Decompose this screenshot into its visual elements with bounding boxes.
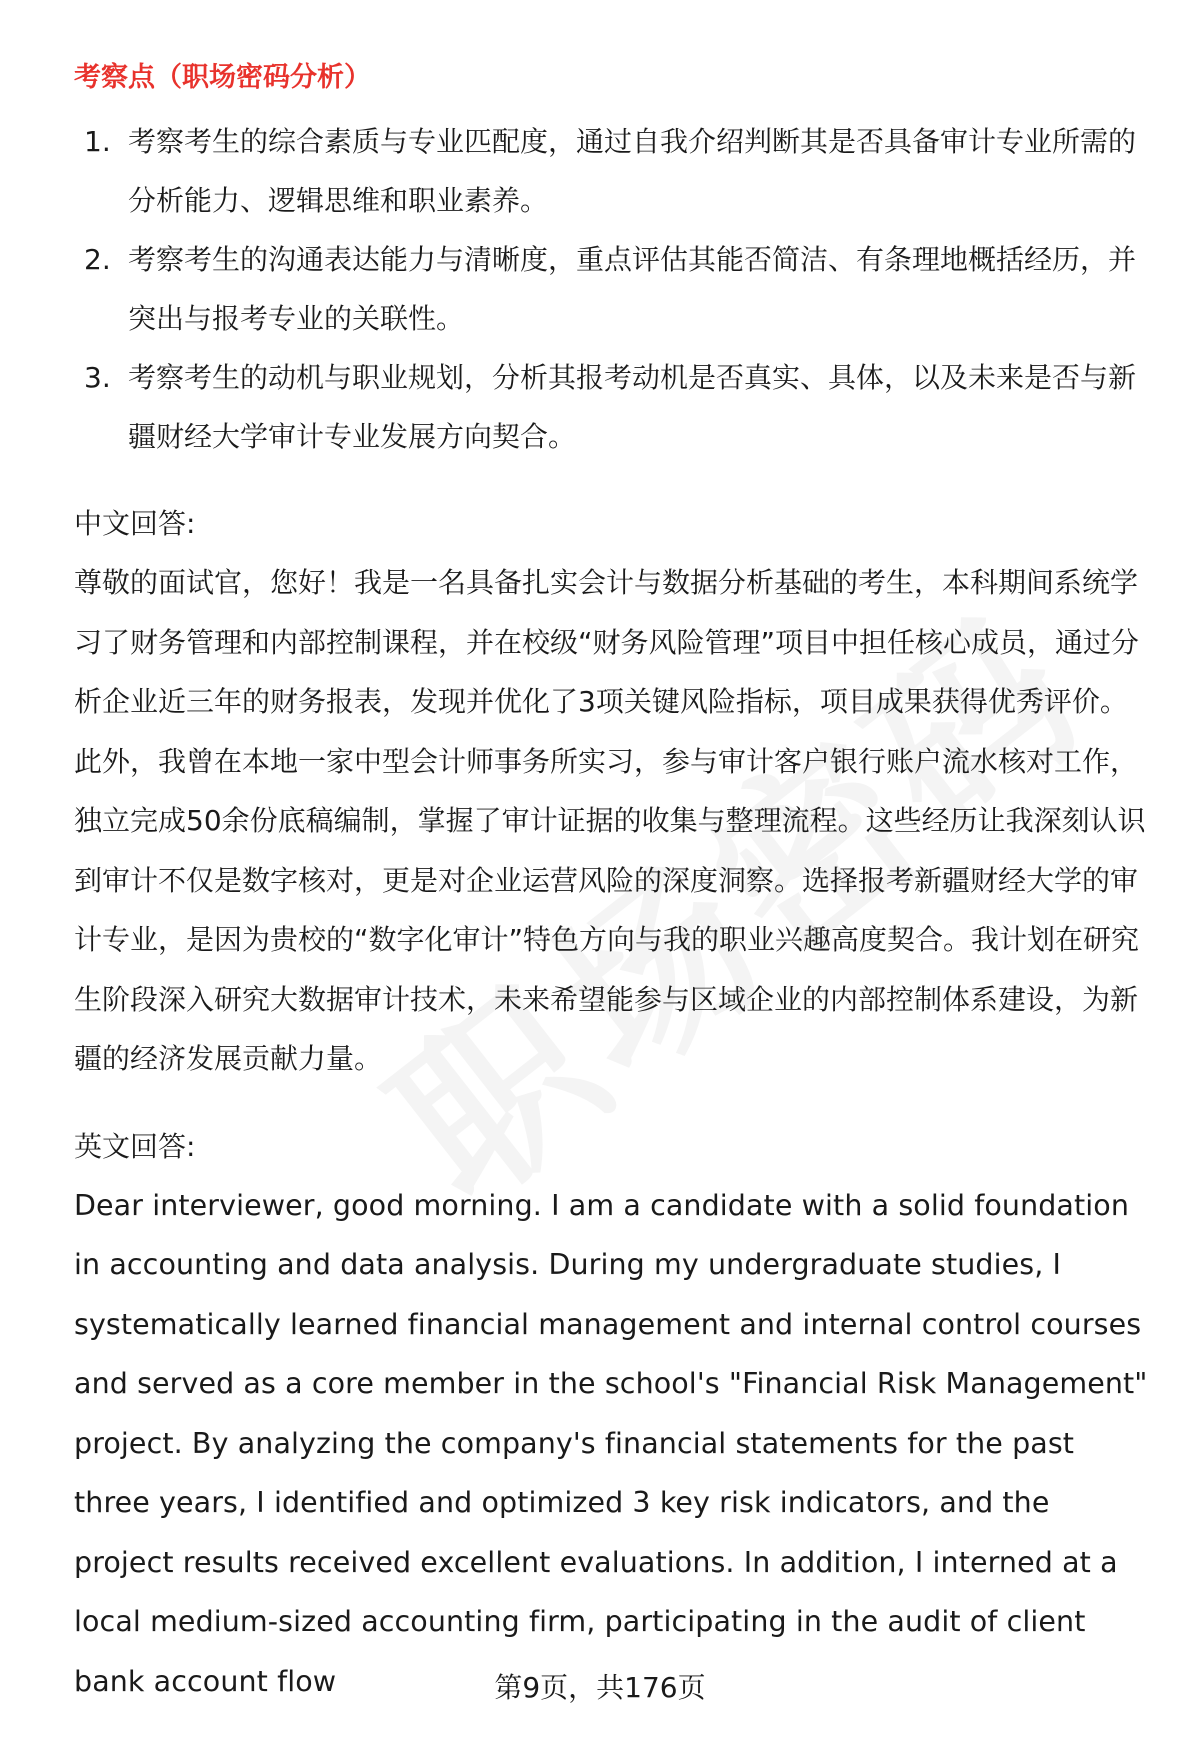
document-page	[74, 50, 1154, 1711]
list-number: 2.	[84, 243, 111, 276]
list-item	[74, 230, 1154, 348]
list-item	[74, 112, 1154, 230]
english-answer-text: Dear interviewer, good morning. I am a candidate with a solid foundation in accounting and data analysis. During my undergraduate studies, I systematically learned financial management and internal control courses and served as a core member in the school's "Financial Risk Management" project. By analyzing the company's financial statements for the past three years, I identified and optimized 3 key risk indicators, and the project results received excellent evaluations. In addition, I interned at a local medium-sized accounting firm, participating in the audit of client bank account flow	[74, 1188, 1148, 1698]
chinese-answer-label: 中文回答:	[74, 507, 196, 540]
list-number: 1.	[84, 125, 111, 158]
list-item-text: 考察考生的综合素质与专业匹配度，通过自我介绍判断其是否具备审计专业所需的分析能力、逻辑思维和职业素养。	[128, 125, 1137, 217]
section-title: 考察点（职场密码分析）	[74, 62, 371, 93]
page-number: 第9页，共176页	[494, 1671, 706, 1704]
assessment-points-list	[74, 112, 1154, 466]
list-number: 3.	[84, 361, 111, 394]
list-item	[74, 348, 1154, 466]
english-answer-label: 英文回答:	[74, 1129, 196, 1163]
chinese-answer-text: 尊敬的面试官，您好！我是一名具备扎实会计与数据分析基础的考生，本科期间系统学习了财务管理和内部控制课程，并在校级“财务风险管理”项目中担任核心成员，通过分析企业近三年的财务报表，发现并优化了3项关键风险指标，项目成果获得优秀评价。此外，我曾在本地一家中型会计师事务所实习，参与审计客户银行账户流水核对工作，独立完成50余份底稿编制，掌握了审计证据的收集与整理流程。这些经历让我深刻认识到审计不仅是数字核对，更是对企业运营风险的深度洞察。选择报考新疆财经大学的审计专业，是因为贵校的“数字化审计”特色方向与我的职业兴趣高度契合。我计划在研究生阶段深入研究大数据审计技术，未来希望能参与区域企业的内部控制体系建设，为新疆的经济发展贡献力量。	[74, 566, 1146, 1075]
list-item-text: 考察考生的沟通表达能力与清晰度，重点评估其能否简洁、有条理地概括经历，并突出与报考专业的关联性。	[128, 243, 1137, 335]
list-item-text: 考察考生的动机与职业规划，分析其报考动机是否真实、具体，以及未来是否与新疆财经大学审计专业发展方向契合。	[128, 361, 1137, 453]
